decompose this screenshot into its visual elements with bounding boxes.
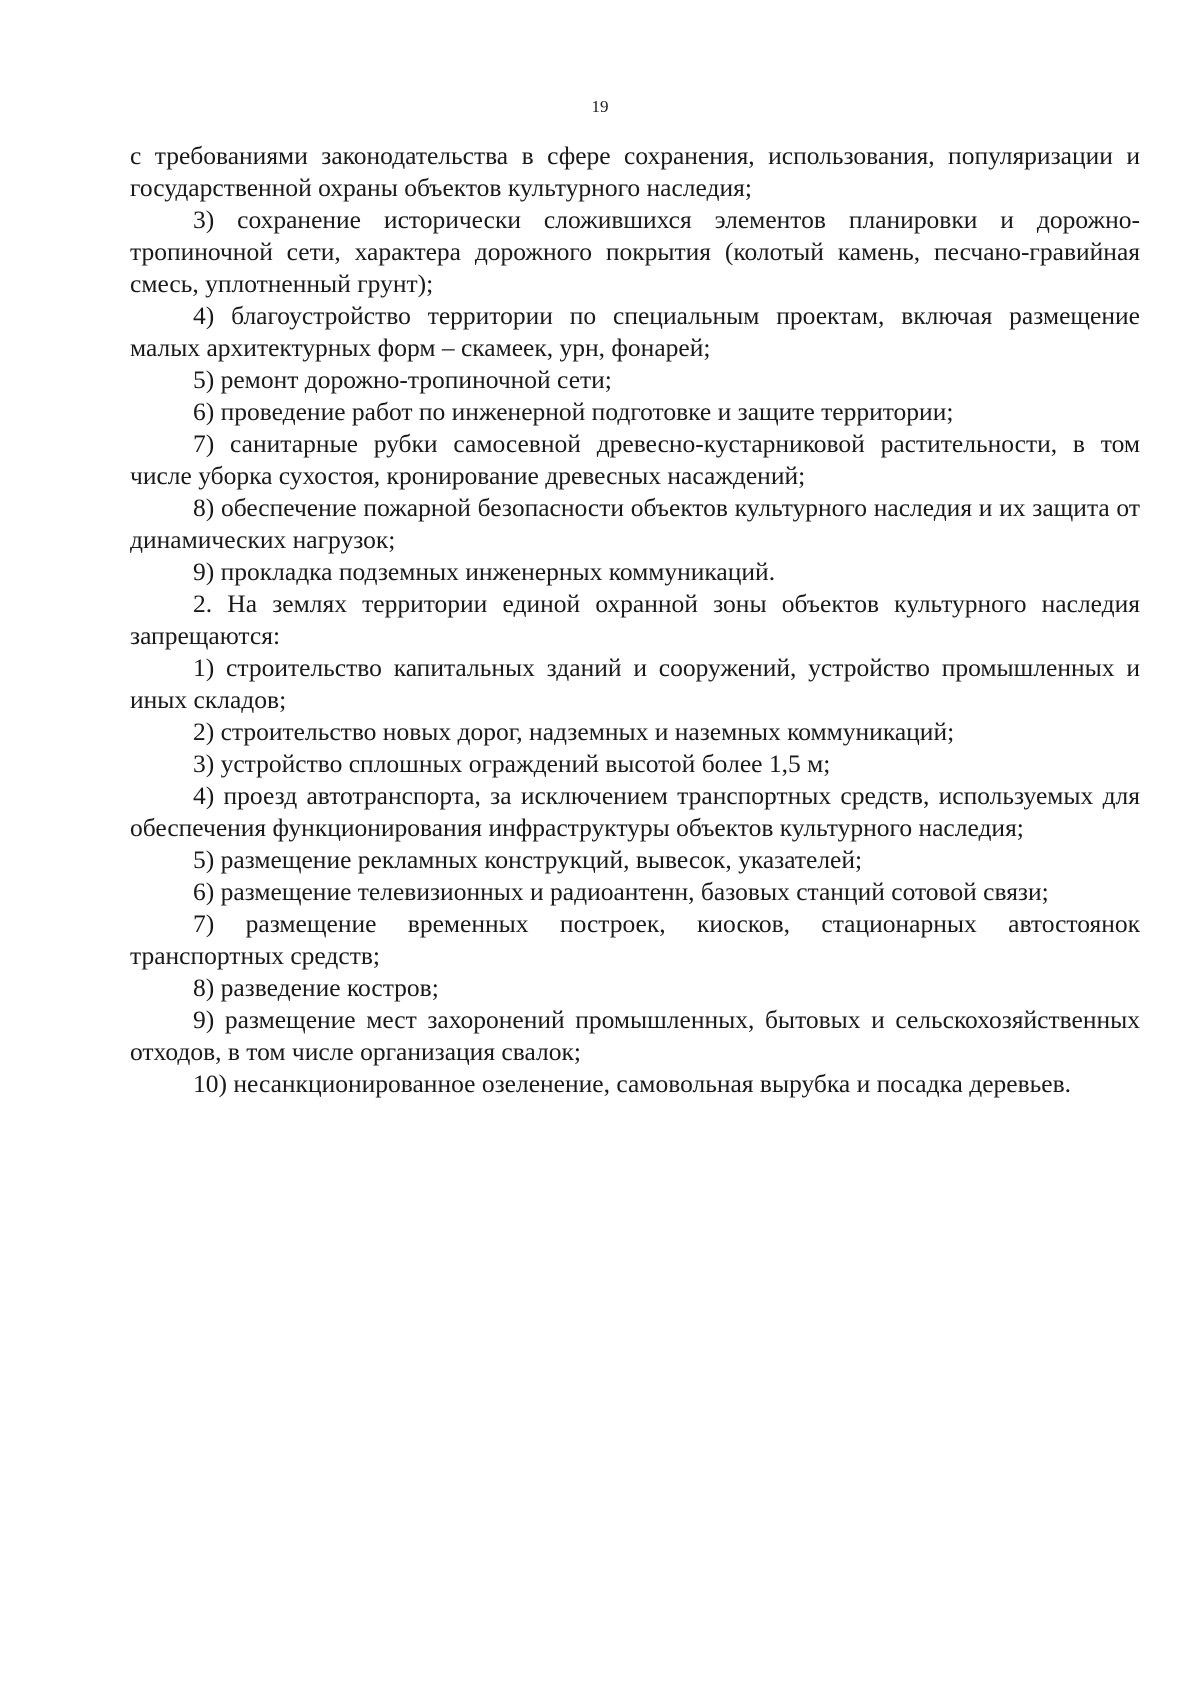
list-item-5: 5) ремонт дорожно-тропиночной сети;	[193, 365, 612, 394]
prohibition-item-3: 3) устройство сплошных ограждений высотой более 1,5 м;	[193, 749, 831, 778]
prohibition-item-1: 1) строительство капитальных зданий и сооружений, устройство промышленных и иных складов;	[130, 653, 1140, 714]
document-body	[130, 140, 1140, 1100]
prohibition-item-10: 10) несанкционированное озеленение, самовольная вырубка и посадка деревьев.	[193, 1069, 1072, 1098]
paragraph-continuation: с требованиями законодательства в сфере сохранения, использования, популяризации и государственной охраны объектов культурного наследия;	[130, 141, 1140, 202]
page-number: 19	[591, 97, 609, 116]
prohibition-item-6: 6) размещение телевизионных и радиоантенн, базовых станций сотовой связи;	[193, 877, 1049, 906]
list-item-7: 7) санитарные рубки самосевной древесно-кустарниковой растительности, в том числе уборка сухостоя, кронирование древесных насаждений;	[130, 429, 1140, 490]
prohibition-item-7: 7) размещение временных построек, киосков, стационарных автостоянок транспортных средств;	[130, 909, 1140, 970]
section-2-heading: 2. На землях территории единой охранной зоны объектов культурного наследия запрещаются:	[130, 589, 1140, 650]
prohibition-item-4: 4) проезд автотранспорта, за исключением транспортных средств, используемых для обеспечения функционирования инфраструктуры объектов культурного наследия;	[130, 781, 1140, 842]
list-item-6: 6) проведение работ по инженерной подготовке и защите территории;	[193, 397, 954, 426]
prohibition-item-2: 2) строительство новых дорог, надземных и наземных коммуникаций;	[193, 717, 955, 746]
list-item-4: 4) благоустройство территории по специальным проектам, включая размещение малых архитектурных форм – скамеек, урн, фонарей;	[130, 301, 1140, 362]
prohibition-item-5: 5) размещение рекламных конструкций, вывесок, указателей;	[193, 845, 863, 874]
list-item-8: 8) обеспечение пожарной безопасности объектов культурного наследия и их защита от динамических нагрузок;	[130, 493, 1140, 554]
prohibition-item-9: 9) размещение мест захоронений промышленных, бытовых и сельскохозяйственных отходов, в том числе организация свалок;	[130, 1005, 1140, 1066]
prohibition-item-8: 8) разведение костров;	[193, 973, 439, 1002]
list-item-9: 9) прокладка подземных инженерных коммуникаций.	[193, 557, 776, 586]
list-item-3: 3) сохранение исторически сложившихся элементов планировки и дорожно-тропиночной сети, характера дорожного покрытия (колотый камень, песчано-гравийная смесь, уплотненный грунт);	[130, 205, 1140, 298]
